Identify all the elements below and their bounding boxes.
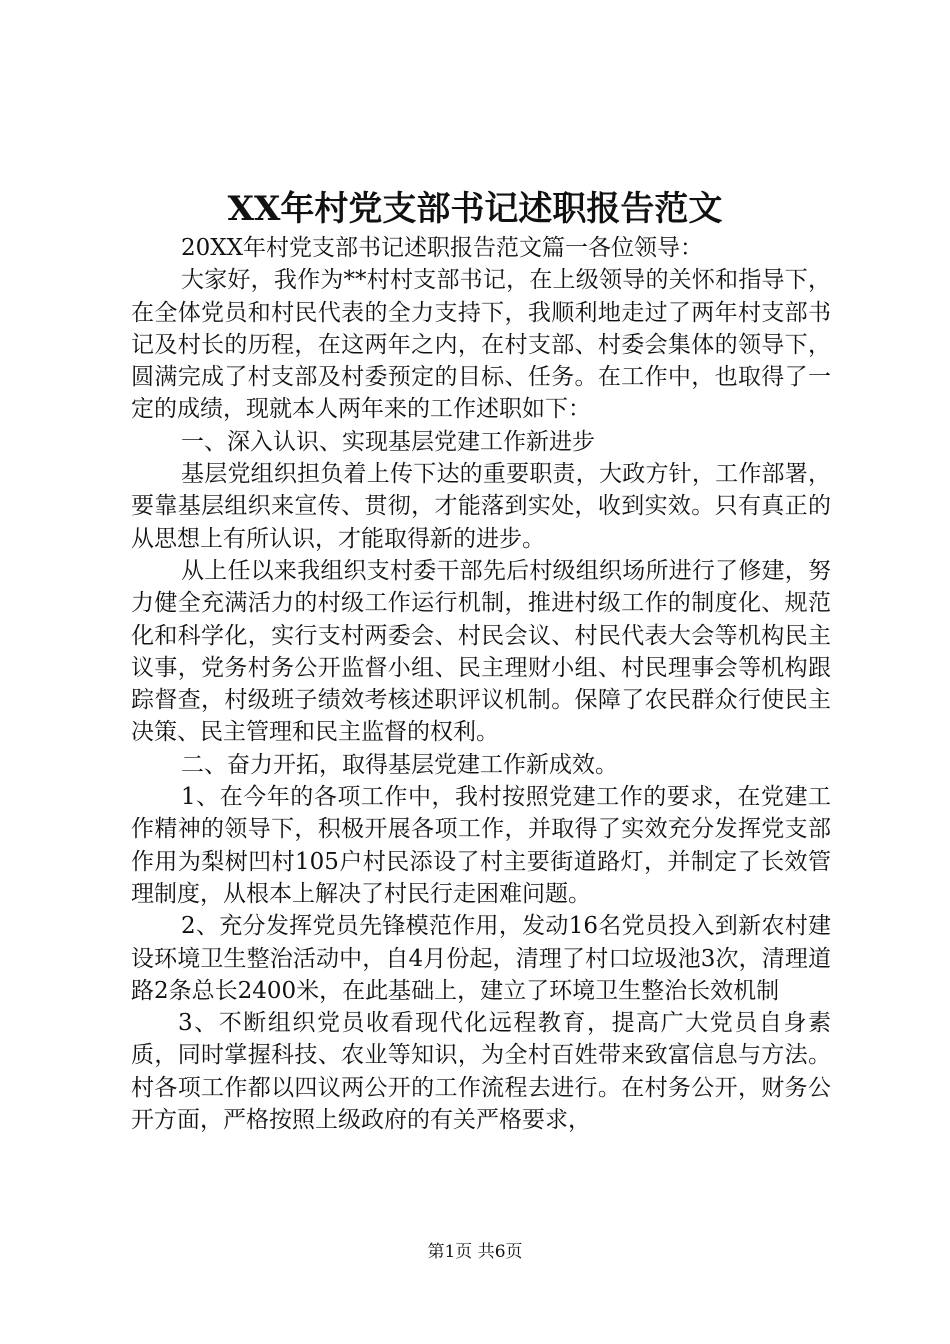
document-body: [131, 232, 831, 1136]
paragraph-intro: 大家好，我作为**村村支部书记，在上级领导的关怀和指导下，在全体党员和村民代表的全力支持下，我顺利地走过了两年村支部书记及村长的历程，在这两年之内，在村支部、村委会集体的领导下，圆满完成了村支部及村委预定的目标、任务。在工作中，也取得了一定的成绩，现就本人两年来的工作述职如下：: [131, 267, 831, 423]
section-heading-2: 二、奋力开拓，取得基层党建工作新成效。: [181, 751, 618, 778]
paragraph-section-1b: 从上任以来我组织支村委干部先后村级组织场所进行了修建，努力健全充满活力的村级工作运行机制，推进村级工作的制度化、规范化和科学化，实行支村两委会、村民会议、村民代表大会等机构民主议事，党务村务公开监督小组、民主理财小组、村民理事会等机构跟踪督查，村级班子绩效考核述职评议机制。保障了农民群众行使民主决策、民主管理和民主监督的权利。: [131, 557, 831, 746]
paragraph-item-1: 1、在今年的各项工作中，我村按照党建工作的要求，在党建工作精神的领导下，积极开展各项工作，并取得了实效充分发挥党支部作用为梨树凹村105户村民添设了村主要街道路灯，并制定了长效管理制度，从根本上解决了村民行走困难问题。: [131, 784, 831, 907]
document-title: XX年村党支部书记述职报告范文: [227, 189, 723, 229]
paragraph-greeting: 20XX年村党支部书记述职报告范文篇一各位领导：: [181, 235, 704, 261]
paragraph-item-2: 2、充分发挥党员先锋模范作用，发动16名党员投入到新农村建设环境卫生整治活动中，自4月份起，清理了村口垃圾池3次，清理道路2条总长2400米，在此基础上，建立了环境卫生整治长效机制: [131, 913, 831, 1004]
paragraph-section-1a: 基层党组织担负着上传下达的重要职责，大政方针，工作部署，要靠基层组织来宣传、贯彻，才能落到实处，收到实效。只有真正的从思想上有所认识，才能取得新的进步。: [131, 461, 831, 552]
paragraph-item-3: 3、不断组织党员收看现代化远程教育，提高广大党员自身素质，同时掌握科技、农业等知识，为全村百姓带来致富信息与方法。村各项工作都以四议两公开的工作流程去进行。在村务公开，财务公开方面，严格按照上级政府的有关严格要求，: [131, 1010, 831, 1134]
section-heading-1: 一、深入认识、实现基层党建工作新进步: [181, 428, 595, 455]
page-number-footer: 第1页 共6页: [427, 1242, 523, 1262]
